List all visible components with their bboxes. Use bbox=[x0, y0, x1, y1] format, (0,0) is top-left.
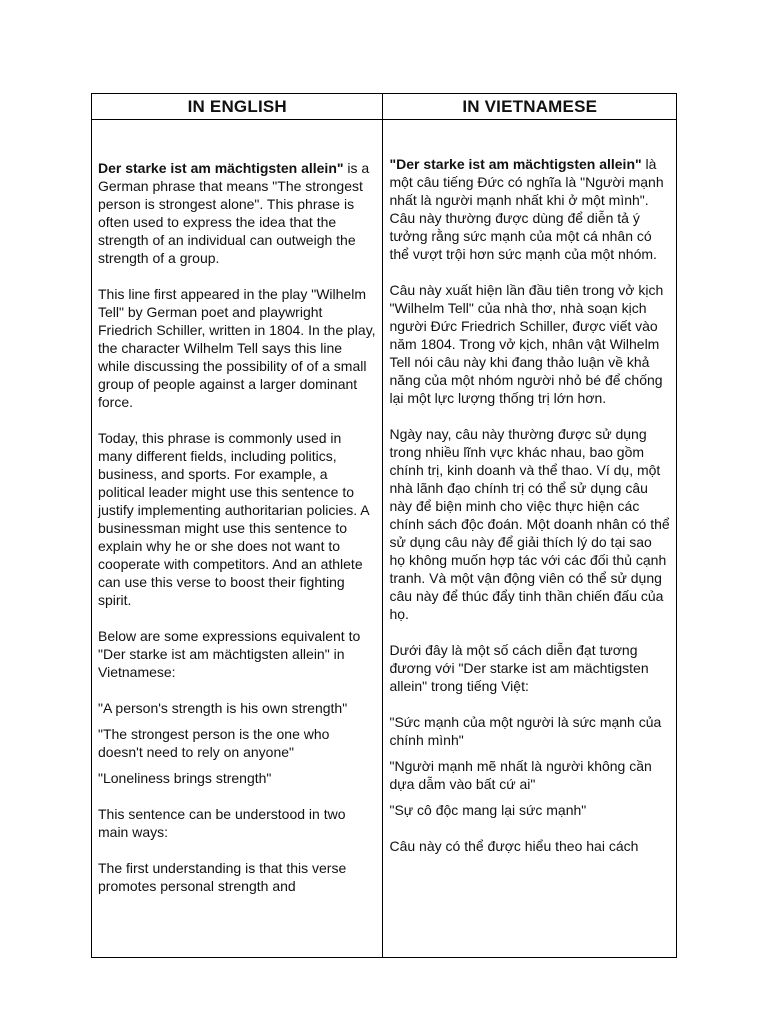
vietnamese-quote-2: "Người mạnh mẽ nhất là người không cần dựa dẫm vào bất cứ ai" bbox=[389, 758, 652, 792]
vietnamese-paragraph-1-text: là một câu tiếng Đức có nghĩa là "Người mạnh nhất là người mạnh nhất khi ở một mình". Câu này thường được dùng để diễn tả ý tưởng rằng sức mạnh của một cá nhân có thể vượt trội hơn sức mạnh của một nhóm. bbox=[389, 156, 664, 262]
content-row bbox=[92, 120, 677, 958]
english-phrase-bold: Der starke ist am mächtigsten allein" bbox=[98, 160, 344, 176]
english-column bbox=[92, 120, 383, 958]
vietnamese-paragraph-4: Dưới đây là một số cách diễn đạt tương đương với "Der starke ist am mächtigsten allein" trong tiếng Việt: bbox=[389, 642, 649, 694]
vietnamese-column bbox=[383, 120, 677, 958]
english-quote-1: "A person's strength is his own strength" bbox=[98, 700, 348, 716]
english-paragraph-1 bbox=[98, 159, 377, 267]
english-quote-2: "The strongest person is the one who doesn't need to rely on anyone" bbox=[98, 726, 330, 760]
header-english: IN ENGLISH bbox=[92, 94, 383, 120]
vietnamese-paragraph-2: Câu này xuất hiện lần đầu tiên trong vở kịch "Wilhelm Tell" của nhà thơ, nhà soạn kịch người Đức Friedrich Schiller, được viết vào năm 1804. Trong vở kịch, nhân vật Wilhelm Tell nói câu này khi đang thảo luận về khả năng của một nhóm người nhỏ bé để chống lại một lực lượng thống trị lớn hơn. bbox=[389, 282, 664, 406]
english-paragraph-1-text: is a German phrase that means "The strongest person is strongest alone". This phrase is often used to express the idea that the strength of an individual can outweigh the strength of a group. bbox=[98, 160, 370, 266]
vietnamese-paragraph-1 bbox=[389, 155, 671, 263]
english-paragraph-2: This line first appeared in the play "Wilhelm Tell" by German poet and playwright Friedrich Schiller, written in 1804. In the play, the character Wilhelm Tell says this line while discussing the possibility of of a small group of people against a larger dominant force. bbox=[98, 286, 376, 410]
english-paragraph-4: Below are some expressions equivalent to "Der starke ist am mächtigsten allein" in Vietnamese: bbox=[98, 628, 361, 680]
english-paragraph-5: This sentence can be understood in two main ways: bbox=[98, 806, 346, 840]
english-quote-3: "Loneliness brings strength" bbox=[98, 770, 272, 786]
vietnamese-quote-1: "Sức mạnh của một người là sức mạnh của chính mình" bbox=[389, 714, 662, 748]
translation-table bbox=[91, 93, 677, 958]
vietnamese-phrase-bold: "Der starke ist am mächtigsten allein" bbox=[389, 156, 642, 172]
english-paragraph-6: The first understanding is that this verse promotes personal strength and bbox=[98, 860, 347, 894]
vietnamese-paragraph-3: Ngày nay, câu này thường được sử dụng trong nhiều lĩnh vực khác nhau, bao gồm chính trị, kinh doanh và thể thao. Ví dụ, một nhà lãnh đạo chính trị có thể sử dụng câu này để biện minh cho việc thực hiện các chính sách độc đoán. Một doanh nhân có thể sử dụng câu này để giải thích lý do tại sao họ không muốn hợp tác với các đối thủ cạnh tranh. Và một vận động viên có thể sử dụng câu này để thúc đẩy tinh thần chiến đấu của họ. bbox=[389, 426, 670, 622]
header-vietnamese: IN VIETNAMESE bbox=[383, 94, 677, 120]
header-row bbox=[92, 94, 677, 120]
vietnamese-paragraph-5: Câu này có thể được hiểu theo hai cách bbox=[389, 838, 639, 854]
vietnamese-quote-3: "Sự cô độc mang lại sức mạnh" bbox=[389, 802, 587, 818]
english-paragraph-3: Today, this phrase is commonly used in many different fields, including politics, business, and sports. For example, a political leader might use this sentence to justify implementing authoritarian policies. A businessman might use this sentence to explain why he or she does not want to cooperate with competitors. And an athlete can use this verse to boost their fighting spirit. bbox=[98, 430, 369, 608]
